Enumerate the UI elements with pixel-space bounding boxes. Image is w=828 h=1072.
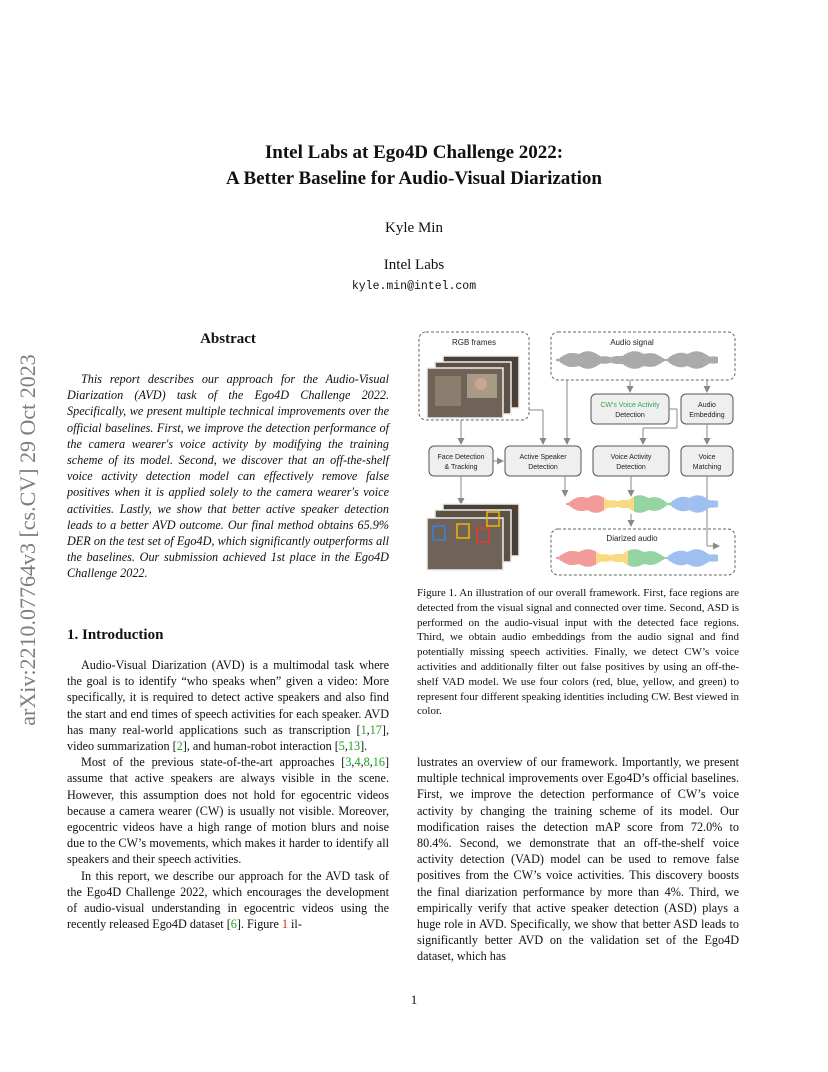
intro-text: Most of the previous state-of-the-art approaches [ [81,755,346,770]
intro-text: ]. [360,739,368,754]
diarized-audio-label: Diarized audio [606,534,658,543]
framework-diagram [417,328,739,578]
face-detection-label-line-1: Face Detection [437,454,485,461]
citation-link[interactable]: 5 [338,739,345,754]
abstract-text [67,371,389,582]
audio-signal-label: Audio signal [610,338,654,347]
vad-label-line-2: Detection [616,464,646,471]
figure-caption [417,586,739,719]
voice-matching-label-line-2: Matching [692,464,722,471]
figure-caption-text: Figure 1. An illustration of our overall framework. First, face regions are detected from the visual signal and connected over time. Second, ASD is performed on the audio-visual input with the detected face regions. Third, we obtain audio embeddings from the audio signal and find potentially missing speech activities. Finally, we detect CW’s voice activities and additionally filter out false positives by using an off-the-shelf VAD model. We use four colors (red, blue, yellow, and green) to represent four different speaking identities including CW. Best viewed in color. [417,587,739,718]
arxiv-sidebar [8,290,48,790]
intro-paragraph-3 [67,868,389,933]
asd-label-line-1: Active Speaker [519,454,567,461]
abstract-paragraph: This report describes our approach for the Audio-Visual Diarization (AVD) task of the Ego4D Challenge 2022. Specifically, we present multiple technical improvements over the official baselines. First, we improve the detection performance of the camera wearer's voice activity by modifying the training scheme of its model. Second, we discover that an off-the-shelf voice activity detection model can effectively remove false positives when it is applied solely to the camera wearer's voice activities. Lastly, we show that better active speaker detection leads to a better AVD outcome. Our final method obtains 65.9% DER on the test set of Ego4D, which significantly outperforms all the baselines. Our submission achieved 1st place in the Ego4D Challenge 2022. [67,372,389,581]
citation-link[interactable]: 4 [354,755,361,770]
intro-text: , [369,755,373,770]
citation-link[interactable]: 8 [363,755,370,770]
rgb-frames-label: RGB frames [451,338,497,347]
author-name: Kyle Min [385,220,443,236]
intro-text: ], and human-robot interaction [ [182,739,339,754]
asd-label-line-2: Detection [528,464,558,471]
citation-link[interactable]: 2 [176,739,183,754]
intro-text: , [344,739,348,754]
citation-link[interactable]: 17 [369,722,382,737]
intro-paragraph-1 [67,657,389,754]
voice-matching-label-line-1: Voice [698,454,716,461]
section-heading-introduction: 1. Introduction [67,627,164,643]
intro-text: il- [288,917,302,932]
audio-embedding-label-line-2: Embedding [689,412,725,419]
audio-embedding-box [681,394,733,424]
face-detection-label-line-2: & Tracking [444,464,478,471]
framework-figure [417,328,739,578]
author-email[interactable]: kyle.min@intel.com [351,280,477,293]
cw-vad-box [591,394,669,424]
title-line-1: Intel Labs at Ego4D Challenge 2022: [264,142,564,163]
figure-reference-link[interactable]: 1 [281,917,288,932]
citation-link[interactable]: 16 [372,755,385,770]
right-column-paragraph: lustrates an overview of our framework. Importantly, we present multiple technical improvements over Ego4D’s official baselines. First, we improve the detection performance of CW’s voice activity by changing the training scheme of its model. Our modification raises the detection mAP score from 72.0% to 80.4%. Second, we demonstrate that an off-the-shelf voice activity detection (VAD) model can be used to remove false positives from the CW’s voice activities. This discovery boosts the final diarization performance by more than 4%. Third, we empirically verify that active speaker detection (ASD) plays a huge role in AVD. Specifically, we show that better ASD leads to significantly better AVD on the validation set of the Ego4D dataset, which has [417,755,739,964]
citation-link[interactable]: 6 [230,917,237,932]
cw-vad-label-line-2: Detection [615,412,645,419]
title-line-2: A Better Baseline for Audio-Visual Diarization [226,168,602,189]
intro-paragraph-2 [67,754,389,867]
rgb-frames-stack-bottom [427,504,519,570]
intro-text: ], video summarization [ [67,722,389,754]
rgb-frames-stack [427,356,519,418]
voice-matching-box [681,446,733,476]
cw-vad-label-line-1: CW's Voice Activity [600,402,660,409]
diarized-waveform [557,549,717,567]
citation-link[interactable]: 3 [345,755,352,770]
page-number: 1 [410,992,418,1007]
intro-text: , [360,755,364,770]
citation-link[interactable]: 1 [360,722,367,737]
audio-waveform-colored [567,495,717,513]
paper-title [0,140,828,192]
intro-text: ]. Figure [236,917,282,932]
audio-embedding-label-line-1: Audio [698,402,716,409]
arxiv-identifier[interactable]: arXiv:2210.07764v3 [cs.CV] 29 Oct 2023 [15,354,40,726]
intro-text: ] assume that active speakers are always visible in the scene. However, this assumption does not hold for egocentric videos because a camera wearer (CW) is usually not visible. Moreover, egocentric videos have a high range of motion blurs and noise due to the CW’s movements, which makes it harder to identify all speakers and their speech activities. [67,755,389,867]
affiliation: Intel Labs [383,257,445,273]
citation-link[interactable]: 13 [347,739,361,754]
intro-text: , [366,722,370,737]
vad-label-line-1: Voice Activity [610,454,652,461]
intro-text: , [351,755,355,770]
audio-waveform-gray [557,351,717,369]
intro-text: Audio-Visual Diarization (AVD) is a multimodal task where the goal is to identify “who speaks when” given a video: More specifically, it is required to detect active speakers and also find the start and end times of speech activities for each speaker. AVD has many real-world applications such as transcription [ [67,658,389,737]
introduction-body [67,657,389,932]
right-column-body [417,754,739,965]
abstract-heading: Abstract [200,331,256,347]
asd-box [505,446,581,476]
face-detection-box [429,446,493,476]
intro-text: In this report, we describe our approach for the AVD task of the Ego4D Challenge 2022, which encourages the development of audio-visual understanding in egocentric videos using the recently released Ego4D dataset [ [67,868,389,932]
vad-box [593,446,669,476]
